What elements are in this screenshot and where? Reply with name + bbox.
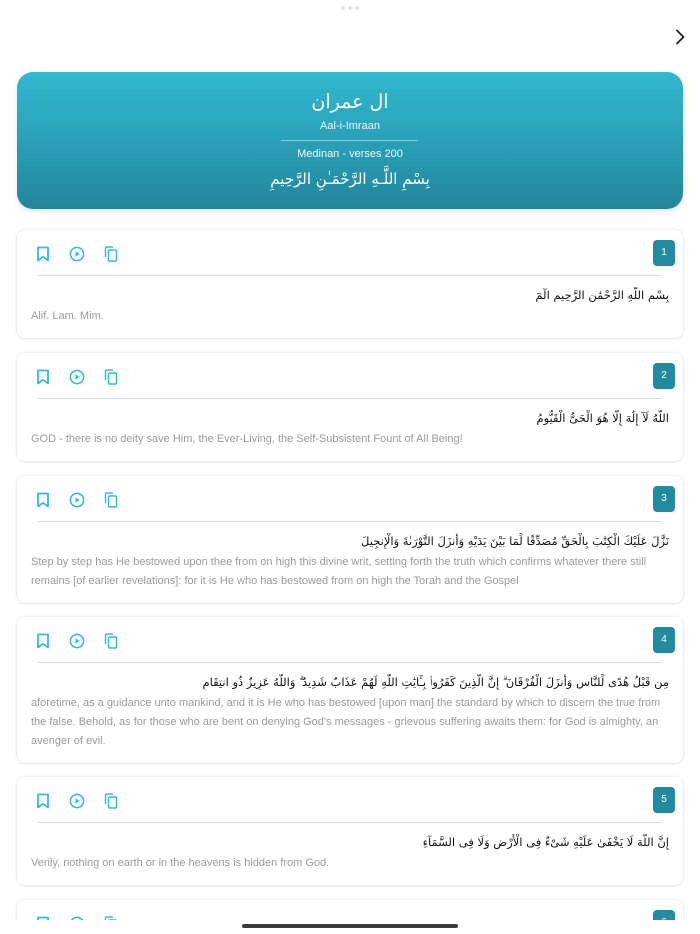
bookmark-icon — [36, 492, 50, 508]
verse-card — [17, 230, 683, 338]
multitasking-indicator[interactable] — [341, 6, 359, 10]
header-divider — [281, 140, 418, 141]
verse-translation: aforetime, as a guidance unto mankind, and it is He who has bestowed [upon man] the standard by which to discern the true from the false. Behold, as for those who are bent on denying God's messages - grievous suffering awaits them: for God is almighty, an avenger of evil. — [31, 697, 661, 747]
verse-translation: Step by step has He bestowed upon thee from on high this divine writ, setting forth the truth which confirms whatever there still remains [of earlier revelations]: for it is He who has bestowed from on high the Torah and the Gospel — [31, 556, 647, 587]
verse-arabic-text: إِنَّ اللَّهَ لَا يَخْفَىٰ عَلَيْهِ شَىْءٌ فِى الْأَرْضِ وَلَا فِى السَّمَآءِ — [422, 835, 669, 849]
verse-arabic-text: بِسْمِ اللَّهِ الرَّحْمَٰنِ الرَّحِيمِ الٓمٓ — [535, 288, 669, 302]
verse-number-badge: 2 — [653, 363, 675, 389]
verse-translation: Verily, nothing on earth or in the heavens is hidden from God. — [31, 857, 330, 869]
bookmark-button[interactable] — [33, 791, 53, 811]
verse-number-badge: 4 — [653, 627, 675, 653]
copy-icon — [104, 246, 118, 262]
verse-actions — [33, 490, 121, 510]
surah-header-card — [17, 72, 683, 209]
surah-arabic-name: ال عمران — [311, 91, 389, 113]
home-indicator[interactable] — [242, 924, 458, 928]
play-button[interactable] — [67, 631, 87, 651]
play-circle-icon — [69, 492, 85, 508]
copy-button[interactable] — [101, 490, 121, 510]
verse-arabic-text: اللَّهُ لَآ إِلَٰهَ إِلَّا هُوَ الْحَىُّ الْقَيُّومُ — [536, 411, 669, 425]
play-button[interactable] — [67, 791, 87, 811]
basmala: بِسْمِ اللَّـهِ الرَّحْمَـٰنِ الرَّحِيمِ — [270, 170, 430, 188]
verse-number-badge: 5 — [653, 787, 675, 813]
play-button[interactable] — [67, 490, 87, 510]
copy-button[interactable] — [101, 791, 121, 811]
chevron-right-icon — [675, 29, 685, 45]
play-circle-icon — [69, 246, 85, 262]
bookmark-button[interactable] — [33, 631, 53, 651]
bookmark-button[interactable] — [33, 367, 53, 387]
play-circle-icon — [69, 633, 85, 649]
verse-actions — [33, 367, 121, 387]
copy-button[interactable] — [101, 367, 121, 387]
bookmark-icon — [36, 633, 50, 649]
verse-card — [17, 476, 683, 603]
dot — [355, 6, 359, 10]
verse-actions — [33, 631, 121, 651]
card-divider — [38, 662, 662, 663]
dot — [348, 6, 352, 10]
play-button[interactable] — [67, 367, 87, 387]
card-divider — [38, 275, 662, 276]
verse-translation: GOD - there is no deity save Him, the Ever-Living, the Self-Subsistent Fount of All Being! — [31, 433, 463, 445]
verse-arabic-text: نَزَّلَ عَلَيْكَ الْكِتَٰبَ بِالْحَقِّ مُصَدِّقًا لِّمَا بَيْنَ يَدَيْهِ وَأَنزَلَ التَّوْرَىٰةَ وَالْإِنجِيلَ — [361, 534, 669, 548]
surah-meta: Medinan - verses 200 — [297, 148, 403, 160]
card-divider — [38, 398, 662, 399]
copy-icon — [104, 633, 118, 649]
play-button[interactable] — [67, 244, 87, 264]
verse-card — [17, 777, 683, 885]
surah-english-name: Aal-i-Imraan — [320, 120, 380, 132]
verse-translation: Alif. Lam. Mim. — [31, 310, 104, 322]
verse-arabic-text: مِن قَبْلُ هُدًى لِّلنَّاسِ وَأَنزَلَ الْفُرْقَانَ ۗ إِنَّ الَّذِينَ كَفَرُوا۟ بِـَٔايَٰتِ اللَّهِ لَهُمْ عَذَابٌ شَدِيدٌ ۗ وَاللَّهُ عَزِيزٌ ذُو انتِقَامٍ — [202, 675, 669, 689]
verse-number-badge: 3 — [653, 486, 675, 512]
verse-card — [17, 353, 683, 461]
play-circle-icon — [69, 793, 85, 809]
card-divider — [38, 521, 662, 522]
copy-button[interactable] — [101, 244, 121, 264]
play-circle-icon — [69, 369, 85, 385]
bookmark-icon — [36, 793, 50, 809]
bookmark-button[interactable] — [33, 244, 53, 264]
bookmark-button[interactable] — [33, 490, 53, 510]
verse-card — [17, 617, 683, 763]
dot — [341, 6, 345, 10]
verse-actions — [33, 244, 121, 264]
verse-actions — [33, 791, 121, 811]
copy-icon — [104, 492, 118, 508]
verse-number-badge: 1 — [653, 240, 675, 266]
copy-button[interactable] — [101, 631, 121, 651]
copy-icon — [104, 369, 118, 385]
bookmark-icon — [36, 246, 50, 262]
bookmark-icon — [36, 369, 50, 385]
card-divider — [38, 822, 662, 823]
next-surah-button[interactable] — [670, 26, 690, 48]
copy-icon — [104, 793, 118, 809]
